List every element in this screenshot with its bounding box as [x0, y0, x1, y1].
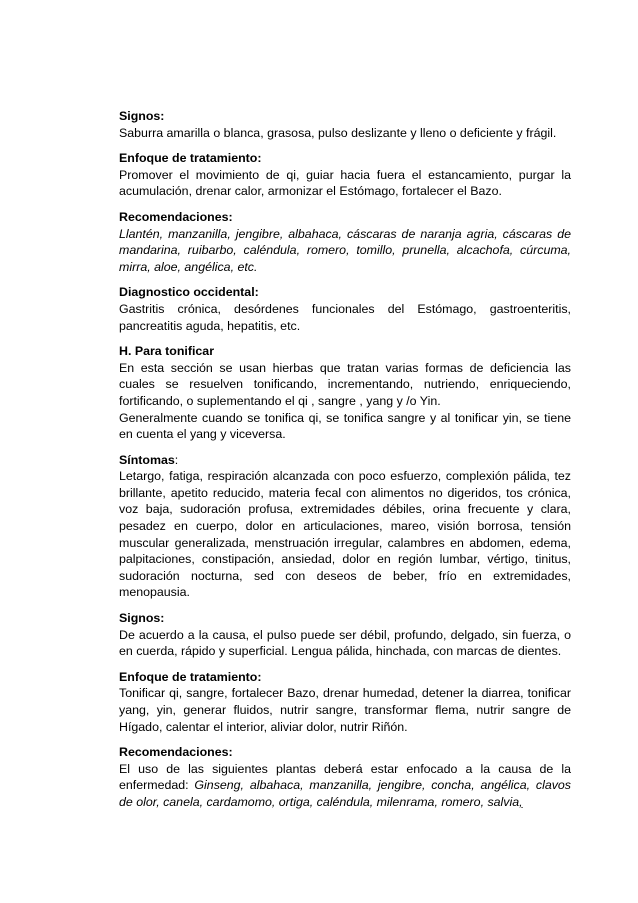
section-recomendaciones-2 — [119, 744, 571, 810]
section-sintomas — [119, 452, 571, 601]
section-diagnostico — [119, 284, 571, 334]
heading-label: Síntomas — [119, 452, 175, 467]
section-text — [119, 761, 571, 811]
heading-suffix: : — [174, 452, 179, 467]
section-text: Generalmente cuando se tonifica qi, se tonifica sangre y al tonificar yin, se tiene en cuenta el yang y viceversa. — [119, 410, 571, 442]
herb-list: Ginseng, albahaca, manzanilla, jengibre, concha, angélica, clavos de olor, canela, cardamomo, ortiga, caléndula, milenrama, romero, salvia — [119, 778, 572, 809]
section-heading: Enfoque de tratamiento: — [119, 151, 262, 166]
section-text: De acuerdo a la causa, el pulso puede ser débil, profundo, delgado, sin fuerza, o en cuerda, rápido y superficial. Lengua pálida, hinchada, con marcas de dientes. — [119, 627, 571, 659]
section-signos-2 — [119, 610, 571, 660]
herb-list: Llantén, manzanilla, jengibre, albahaca, cáscaras de naranja agria, cáscaras de mandarina, ruibarbo, caléndula, romero, tomillo, prunella, alcachofa, cúrcuma, mirra, aloe, angélica, etc. — [119, 226, 571, 274]
section-heading: Recomendaciones: — [119, 209, 233, 224]
section-enfoque-1 — [119, 150, 571, 200]
intro-text: El uso de las siguientes plantas deberá estar enfocado a la causa de la enfermedad: — [119, 761, 571, 793]
section-heading: Signos: — [119, 109, 165, 123]
section-enfoque-2 — [119, 669, 571, 735]
section-text: Letargo, fatiga, respiración alcanzada con poco esfuerzo, complexión pálida, tez brillante, apetito reducido, materia fecal con alimentos no digeridos, tos crónica, voz baja, sudoración profusa, extremidades débiles, orina frecuente y clara, pesadez en cuerpo, dolor en articulaciones, mareo, visión borrosa, tensión muscular generalizada, menstruación irregular, calambres en abdomen, edema, palpitaciones, constipación, ansiedad, dolor en región lumbar, vértigo, tinitus, sudoración nocturna, sed con deseos de beber, frío en extremidades, menopausia. — [119, 469, 571, 600]
section-text: Promover el movimiento de qi, guiar hacia fuera el estancamiento, purgar la acumulación, drenar calor, armonizar el Estómago, fortalecer el Bazo. — [119, 167, 571, 199]
section-text: En esta sección se usan hierbas que tratan varias formas de deficiencia las cuales se resuelven tonificando, incrementando, nutriendo, enriqueciendo, fortificando, o suplementando el qi , sangre , yang y /o Yin. — [119, 360, 571, 408]
document-body — [119, 108, 571, 820]
section-heading: Recomendaciones: — [119, 745, 233, 760]
section-heading: Diagnostico occidental: — [119, 285, 259, 300]
section-text: Gastritis crónica, desórdenes funcionales del Estómago, gastroenteritis, pancreatitis aguda, hepatitis, etc. — [119, 301, 571, 333]
section-recomendaciones-1 — [119, 209, 571, 275]
section-heading: Signos: — [119, 611, 165, 626]
trailing-comma: , — [519, 794, 523, 809]
section-tonificar — [119, 343, 571, 443]
section-text: Tonificar qi, sangre, fortalecer Bazo, drenar humedad, detener la diarrea, tonificar yang, yin, generar fluidos, nutrir sangre, transformar flema, nutrir sangre de Hígado, calentar el interior, aliviar dolor, nutrir Riñón. — [119, 686, 571, 734]
section-heading — [119, 452, 571, 469]
section-text: Saburra amarilla o blanca, grasosa, pulso deslizante y lleno o deficiente y frágil. — [119, 125, 557, 140]
section-heading: H. Para tonificar — [119, 344, 215, 359]
section-heading: Enfoque de tratamiento: — [119, 669, 262, 684]
section-signos-1 — [119, 108, 571, 141]
